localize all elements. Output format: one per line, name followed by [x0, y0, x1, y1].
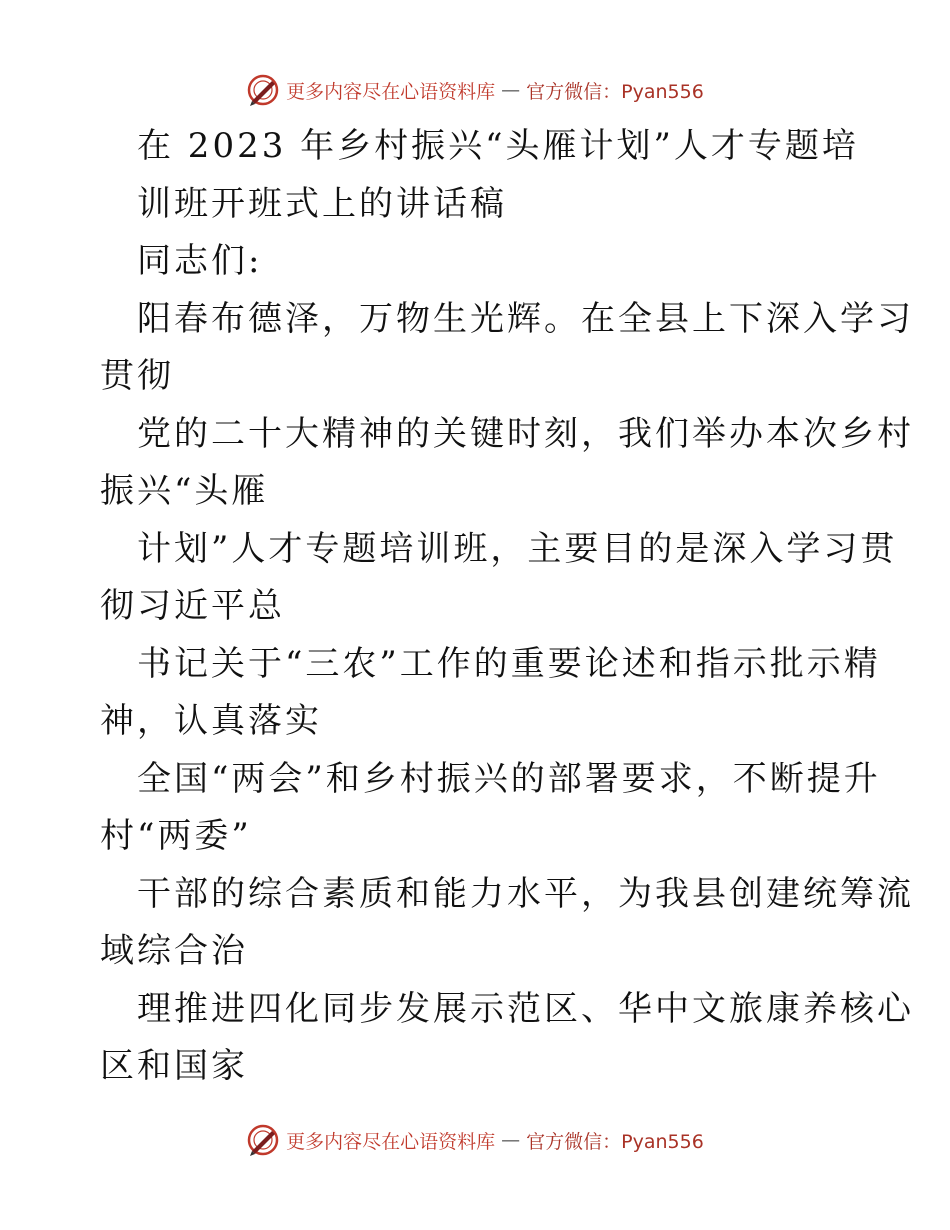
banner-dash: —	[501, 79, 521, 101]
banner-site-name: 更多内容尽在心语资料库	[286, 80, 496, 103]
document-body	[100, 118, 914, 1096]
paragraph-line: 村“两委”	[100, 816, 252, 856]
paragraph-line: 振兴“头雁	[100, 471, 269, 511]
banner-wechat: 官方微信：Pyan556	[526, 1130, 704, 1153]
paragraph-line: 理推进四化同步发展示范区、华中文旅康养核心	[137, 988, 914, 1029]
banner-dash: —	[501, 1129, 521, 1151]
banner-wechat: 官方微信：Pyan556	[526, 80, 704, 103]
footer-watermark-banner	[0, 1120, 950, 1160]
salutation: 同志们:	[137, 241, 263, 281]
paragraph-line: 域综合治	[100, 931, 248, 971]
paragraph-line: 书记关于“三农”工作的重要论述和指示批示精	[137, 643, 881, 684]
paragraph-line: 阳春布德泽，万物生光辉。在全县上下深入学习	[137, 298, 914, 339]
paragraph-line: 区和国家	[100, 1046, 248, 1086]
header-watermark-banner	[0, 70, 950, 110]
paragraph-line: 神，认真落实	[100, 701, 322, 741]
pen-logo-icon	[246, 1123, 280, 1157]
document-title-line-1: 在 2023 年乡村振兴“头雁计划”人才专题培	[137, 126, 859, 166]
paragraph-line: 全国“两会”和乡村振兴的部署要求，不断提升	[137, 758, 881, 799]
banner-site-name: 更多内容尽在心语资料库	[286, 1130, 496, 1153]
pen-logo-icon	[246, 73, 280, 107]
paragraph-line: 干部的综合素质和能力水平，为我县创建统筹流	[137, 873, 914, 914]
paragraph-line: 党的二十大精神的关键时刻，我们举办本次乡村	[137, 413, 914, 454]
paragraph-line: 贯彻	[100, 356, 174, 396]
paragraph-line: 彻习近平总	[100, 586, 285, 626]
paragraph-line: 计划”人才专题培训班，主要目的是深入学习贯	[137, 528, 898, 569]
document-title-line-2: 训班开班式上的讲话稿	[137, 183, 507, 224]
